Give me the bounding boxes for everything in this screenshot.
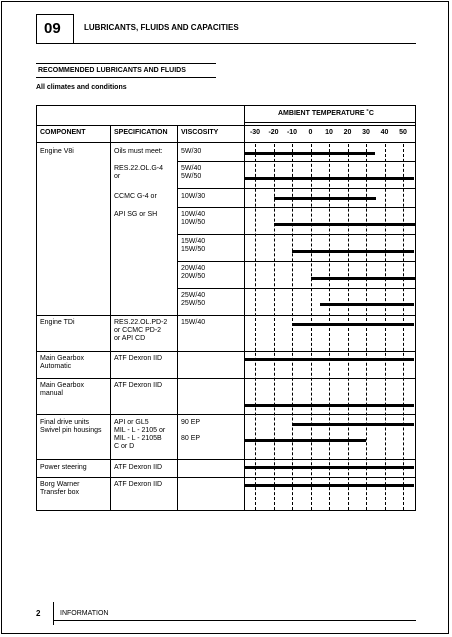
- section-number: 09: [44, 20, 61, 37]
- temperature-label: 40: [380, 129, 389, 136]
- temperature-label: 0: [308, 129, 313, 136]
- section-title: LUBRICANTS, FLUIDS AND CAPACITIES: [84, 23, 239, 32]
- row-viscosity: 5W/30: [181, 148, 202, 155]
- temperature-label: -20: [268, 129, 279, 136]
- row-viscosity: 80 EP: [181, 435, 201, 442]
- subtitle-topline: [36, 63, 216, 64]
- row-specification: ATF Dexron IID: [114, 464, 163, 471]
- ambient-header-divider: [244, 105, 245, 125]
- row-component: Borg Warner Transfer box: [40, 481, 80, 496]
- column-header-component: COMPONENT: [40, 129, 86, 136]
- row-specification: API or GL5 MIL - L - 2105 or MIL - L - 2105B C or D: [114, 419, 166, 450]
- temperature-range-bar: [245, 177, 414, 180]
- row-divider: [36, 477, 416, 478]
- column-header-viscosity: VISCOSITY: [181, 129, 219, 136]
- temperature-range-bar: [292, 423, 414, 426]
- row-viscosity: 15W/40: [181, 319, 206, 326]
- row-divider: [36, 315, 416, 316]
- table-border: [36, 105, 416, 511]
- temperature-label: 10: [325, 129, 333, 136]
- row-viscosity: 5W/40 5W/50: [181, 165, 202, 180]
- row-divider: [36, 351, 416, 352]
- row-component: Power steering: [40, 464, 87, 471]
- row-divider: [177, 161, 416, 162]
- temperature-gridline: [403, 144, 404, 510]
- row-divider: [177, 207, 416, 208]
- row-divider: [36, 378, 416, 379]
- temperature-range-bar: [292, 250, 414, 253]
- row-component: Main Gearbox manual: [40, 382, 84, 397]
- temperature-gridline: [255, 144, 256, 510]
- temperature-range-bar: [245, 358, 414, 361]
- row-specification: ATF Dexron IID: [114, 382, 163, 389]
- temperature-gridline: [385, 144, 386, 510]
- temperature-range-bar: [311, 277, 415, 280]
- footer-line: [53, 620, 416, 621]
- column-header-topline: [36, 125, 416, 126]
- spec-visc-divider: [177, 125, 178, 511]
- row-component: Final drive units Swivel pin housings: [40, 419, 102, 434]
- row-component: Engine TDi: [40, 319, 75, 326]
- row-divider: [177, 261, 416, 262]
- column-header-specification: SPECIFICATION: [114, 129, 168, 136]
- header-underline: [74, 43, 416, 44]
- temperature-range-bar: [274, 223, 415, 226]
- row-viscosity: 10W/30: [181, 193, 206, 200]
- temperature-range-bar: [292, 323, 414, 326]
- temperature-range-bar: [245, 484, 414, 487]
- row-divider: [177, 288, 416, 289]
- temperature-range-bar: [245, 466, 414, 469]
- row-specification: RES.22.OL.PD-2 or CCMC PD-2 or API CD: [114, 319, 168, 342]
- subheading: All climates and conditions: [36, 84, 127, 91]
- temperature-range-bar: [245, 152, 375, 155]
- temperature-range-bar: [245, 439, 366, 442]
- row-specification: CCMC G-4 or: [114, 193, 157, 200]
- temperature-label: -10: [286, 129, 298, 136]
- temperature-label: 30: [362, 129, 370, 136]
- subtitle-underline: [36, 77, 216, 78]
- row-specification: API SG or SH: [114, 211, 158, 218]
- row-viscosity: 15W/40 15W/50: [181, 238, 206, 253]
- row-divider: [36, 459, 416, 460]
- row-viscosity: 90 EP: [181, 419, 201, 426]
- row-component: Main Gearbox Automatic: [40, 355, 84, 370]
- row-viscosity: 25W/40 25W/50: [181, 292, 206, 307]
- temperature-range-bar: [274, 197, 376, 200]
- page-number: 2: [36, 609, 41, 618]
- ambient-header-line: [244, 122, 416, 123]
- row-specification: Oils must meet:: [114, 148, 163, 155]
- temperature-range-bar: [320, 303, 414, 306]
- temperature-label: -30: [249, 129, 261, 136]
- row-specification: ATF Dexron IID: [114, 355, 163, 362]
- row-specification: RES.22.OL.G-4 or: [114, 165, 164, 180]
- temperature-range-bar: [245, 404, 414, 407]
- temperature-label: 50: [399, 129, 407, 136]
- row-divider: [177, 188, 416, 189]
- row-specification: ATF Dexron IID: [114, 481, 163, 488]
- subtitle: RECOMMENDED LUBRICANTS AND FLUIDS: [38, 67, 186, 74]
- row-component: Engine V8i: [40, 148, 74, 155]
- ambient-temperature-header: AMBIENT TEMPERATURE ˚C: [278, 110, 374, 117]
- row-viscosity: 20W/40 20W/50: [181, 265, 206, 280]
- component-spec-divider: [110, 125, 111, 511]
- row-viscosity: 10W/40 10W/50: [181, 211, 206, 226]
- row-divider: [36, 414, 416, 415]
- visc-temp-divider: [244, 125, 245, 511]
- footer-label: INFORMATION: [60, 610, 109, 617]
- footer-divider: [53, 602, 54, 625]
- temperature-label: 20: [343, 129, 352, 136]
- row-divider: [177, 234, 416, 235]
- column-header-bottomline: [36, 142, 416, 143]
